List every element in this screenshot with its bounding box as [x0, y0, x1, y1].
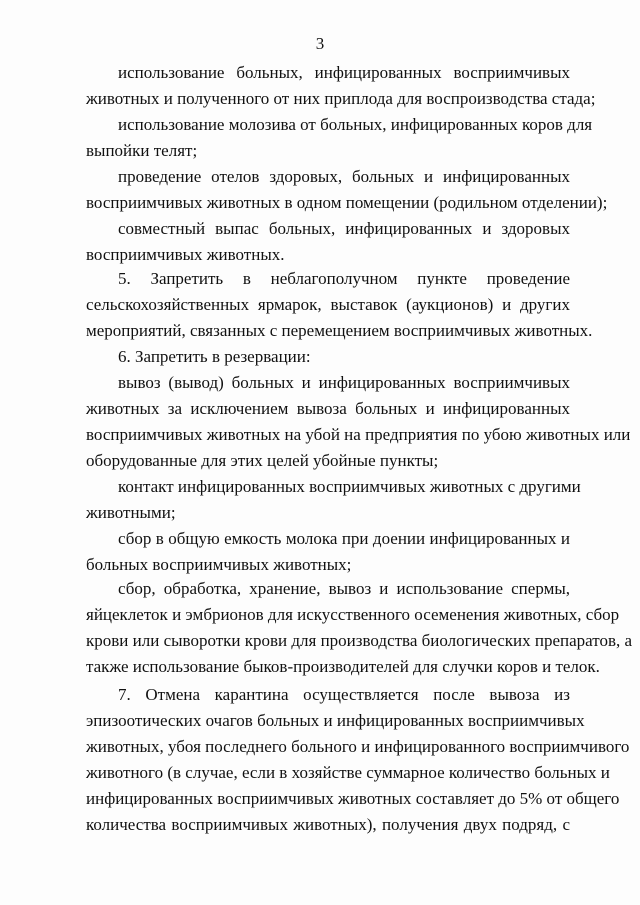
text-line: контакт инфицированных восприимчивых животных с другими — [118, 477, 581, 496]
text-line: эпизоотических очагов больных и инфицированных восприимчивых — [86, 711, 585, 730]
text-line: восприимчивых животных на убой на предприятия по убою животных или — [86, 425, 631, 444]
paragraph — [86, 164, 608, 216]
text-line: сельскохозяйственных ярмарок, выставок (аукционов) и других — [86, 295, 570, 314]
text-line: оборудованные для этих целей убойные пункты; — [86, 451, 439, 470]
text-line: использование больных, инфицированных восприимчивых — [118, 63, 570, 82]
text-line: животных, убоя последнего больного и инфицированного восприимчивого — [86, 737, 630, 756]
text-line: 6. Запретить в резервации: — [118, 347, 311, 366]
text-line: крови или сыворотки крови для производства биологических препаратов, а — [86, 631, 633, 650]
text-line: вывоз (вывод) больных и инфицированных восприимчивых — [118, 373, 570, 392]
text-line: животных за исключением вывоза больных и инфицированных — [86, 399, 570, 418]
text-line: также использование быков-производителей для случки коров и телок. — [86, 657, 600, 676]
paragraph — [86, 216, 570, 268]
text-line: животного (в случае, если в хозяйстве суммарное количество больных и — [86, 763, 610, 782]
paragraph — [86, 682, 630, 838]
text-line: 7. Отмена карантина осуществляется после вывоза из — [118, 685, 570, 704]
paragraph — [86, 474, 581, 526]
text-line: 5. Запретить в неблагополучном пункте проведение — [118, 269, 570, 288]
paragraph — [86, 266, 593, 344]
text-line: совместный выпас больных, инфицированных и здоровых — [118, 219, 570, 238]
paragraph — [86, 112, 593, 164]
paragraph — [86, 370, 631, 474]
paragraph — [86, 60, 596, 112]
paragraph — [86, 576, 633, 680]
text-line: животными; — [86, 503, 176, 522]
page-number: 3 — [315, 34, 325, 53]
text-line: сбор в общую емкость молока при доении инфицированных и — [118, 529, 570, 548]
text-line: животных и полученного от них приплода для воспроизводства стада; — [86, 89, 596, 108]
text-line: использование молозива от больных, инфицированных коров для — [118, 115, 593, 134]
text-line: больных восприимчивых животных; — [86, 555, 352, 574]
text-line: восприимчивых животных. — [86, 245, 285, 264]
text-line: сбор, обработка, хранение, вывоз и использование спермы, — [118, 579, 570, 598]
paragraph — [86, 526, 570, 578]
text-line: количества восприимчивых животных), получения двух подряд, с — [86, 815, 570, 834]
paragraph — [86, 344, 570, 370]
text-line: выпойки телят; — [86, 141, 198, 160]
text-line: инфицированных восприимчивых животных составляет до 5% от общего — [86, 789, 620, 808]
text-line: мероприятий, связанных с перемещением восприимчивых животных. — [86, 321, 593, 340]
text-line: яйцеклеток и эмбрионов для искусственного осеменения животных, сбор — [86, 605, 620, 624]
text-line: восприимчивых животных в одном помещении (родильном отделении); — [86, 193, 608, 212]
text-line: проведение отелов здоровых, больных и инфицированных — [118, 167, 570, 186]
